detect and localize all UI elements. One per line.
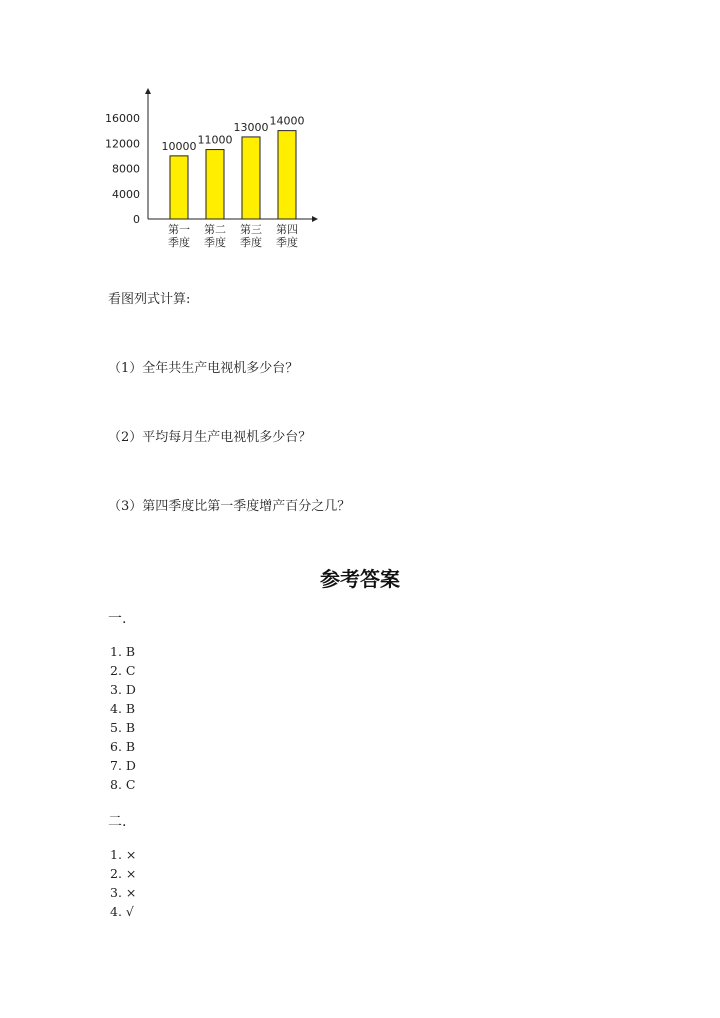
section-2-answers <box>110 845 136 921</box>
x-tick-label: 季度 <box>168 236 190 249</box>
prompt-text: 看图列式计算: <box>108 292 191 307</box>
section-2-heading: 二. <box>108 814 127 830</box>
x-tick-label: 第四 <box>276 223 298 236</box>
x-tick-label: 第三 <box>240 223 262 236</box>
bar <box>278 131 296 219</box>
answer-item: 5. B <box>110 720 136 735</box>
x-tick-label: 季度 <box>240 236 262 249</box>
y-tick-label: 4000 <box>112 187 140 201</box>
answer-item: 4. B <box>110 701 136 716</box>
chart-svg <box>100 82 330 262</box>
answer-item: 2. × <box>110 866 137 881</box>
y-axis-arrow <box>145 88 151 94</box>
question-1: （1）全年共生产电视机多少台？ <box>108 361 299 376</box>
bar-chart <box>100 82 330 262</box>
bar <box>170 156 188 219</box>
answer-title: 参考答案 <box>320 567 400 591</box>
x-tick-label: 第二 <box>204 223 226 236</box>
bar-value-label: 11000 <box>197 133 233 147</box>
y-tick-label: 8000 <box>112 162 140 176</box>
answer-item: 7. D <box>110 758 136 773</box>
x-tick-label: 第一 <box>168 223 190 236</box>
answer-item: 6. B <box>110 739 136 754</box>
answer-item: 3. D <box>110 682 136 697</box>
x-tick-label: 季度 <box>276 236 298 249</box>
bar-value-label: 14000 <box>269 114 305 128</box>
y-tick-label: 12000 <box>105 137 140 151</box>
answer-item: 1. B <box>110 644 136 659</box>
section-1-answers <box>110 642 136 794</box>
bar-value-label: 13000 <box>233 120 269 134</box>
bar <box>242 137 260 219</box>
section-1-heading: 一. <box>108 611 127 627</box>
x-axis-arrow <box>312 216 318 222</box>
y-tick-label: 0 <box>133 213 140 226</box>
y-tick-label: 16000 <box>105 112 140 125</box>
x-tick-label: 季度 <box>204 236 226 249</box>
answer-item: 1. × <box>110 847 137 862</box>
bar <box>206 150 224 219</box>
answer-item: 8. C <box>110 777 136 792</box>
question-2: （2）平均每月生产电视机多少台？ <box>108 430 312 445</box>
answer-item: 4. √ <box>110 904 134 919</box>
question-3: （3）第四季度比第一季度增产百分之几？ <box>108 499 351 514</box>
bar-value-label: 10000 <box>161 139 197 153</box>
answer-item: 3. × <box>110 885 137 900</box>
answer-item: 2. C <box>110 663 136 678</box>
